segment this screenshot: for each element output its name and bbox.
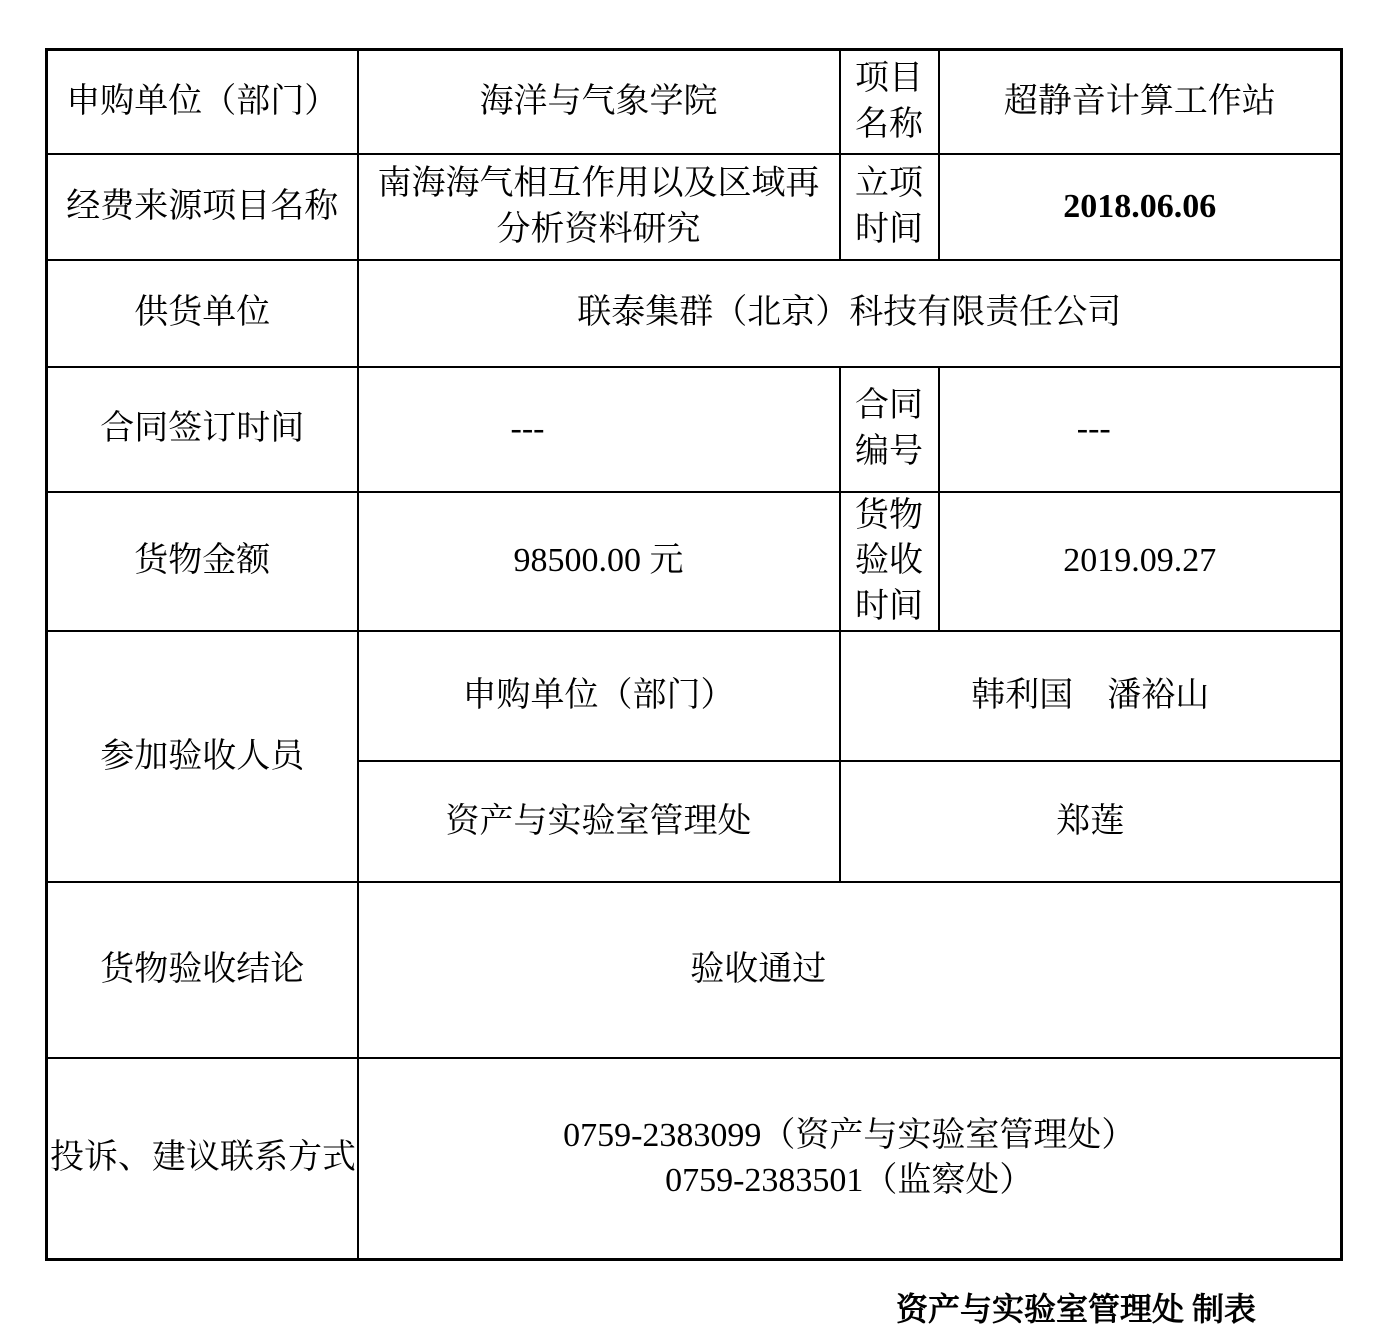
participants-names-1: 韩利国 潘裕山 xyxy=(840,631,1342,761)
conclusion-label: 货物验收结论 xyxy=(47,882,358,1058)
row-conclusion xyxy=(47,882,1342,1058)
participants-label: 参加验收人员 xyxy=(47,631,358,882)
row-complaint-contact xyxy=(47,1058,1342,1259)
acceptance-form-table xyxy=(45,48,1343,1261)
approval-date-label: 立项时间 xyxy=(840,154,939,260)
contract-sign-date-value: --- xyxy=(358,367,840,492)
contract-number-value: --- xyxy=(939,367,1342,492)
participants-names-2: 郑莲 xyxy=(840,761,1342,882)
funding-project-value: 南海海气相互作用以及区域再分析资料研究 xyxy=(358,154,840,260)
acceptance-date-value: 2019.09.27 xyxy=(939,492,1342,632)
supplier-label: 供货单位 xyxy=(47,260,358,367)
acceptance-date-label: 货物验收时间 xyxy=(840,492,939,632)
purchasing-unit-label: 申购单位（部门） xyxy=(47,50,358,154)
funding-project-label: 经费来源项目名称 xyxy=(47,154,358,260)
approval-date-value: 2018.06.06 xyxy=(939,154,1342,260)
goods-amount-label: 货物金额 xyxy=(47,492,358,632)
complaint-contact-value xyxy=(358,1058,1342,1259)
row-participants-1 xyxy=(47,631,1342,761)
row-funding-project xyxy=(47,154,1342,260)
row-supplier xyxy=(47,260,1342,367)
supplier-value: 联泰集群（北京）科技有限责任公司 xyxy=(358,260,1342,367)
row-purchasing-unit xyxy=(47,50,1342,154)
participants-group-1: 申购单位（部门） xyxy=(358,631,840,761)
project-name-label: 项目名称 xyxy=(840,50,939,154)
contract-number-label: 合同编号 xyxy=(840,367,939,492)
contract-sign-date-label: 合同签订时间 xyxy=(47,367,358,492)
goods-amount-value: 98500.00 元 xyxy=(358,492,840,632)
project-name-value: 超静音计算工作站 xyxy=(939,50,1342,154)
conclusion-value: 验收通过 xyxy=(358,882,1342,1058)
row-goods-amount xyxy=(47,492,1342,632)
purchasing-unit-value: 海洋与气象学院 xyxy=(358,50,840,154)
table-maker-note: 资产与实验室管理处 制表 xyxy=(896,1291,1257,1327)
complaint-contact-label: 投诉、建议联系方式 xyxy=(47,1058,358,1259)
complaint-contact-line-1: 0759-2383099（资产与实验室管理处） xyxy=(563,1116,1136,1154)
complaint-contact-line-2: 0759-2383501（监察处） xyxy=(665,1162,1034,1200)
participants-group-2: 资产与实验室管理处 xyxy=(358,761,840,882)
row-contract xyxy=(47,367,1342,492)
